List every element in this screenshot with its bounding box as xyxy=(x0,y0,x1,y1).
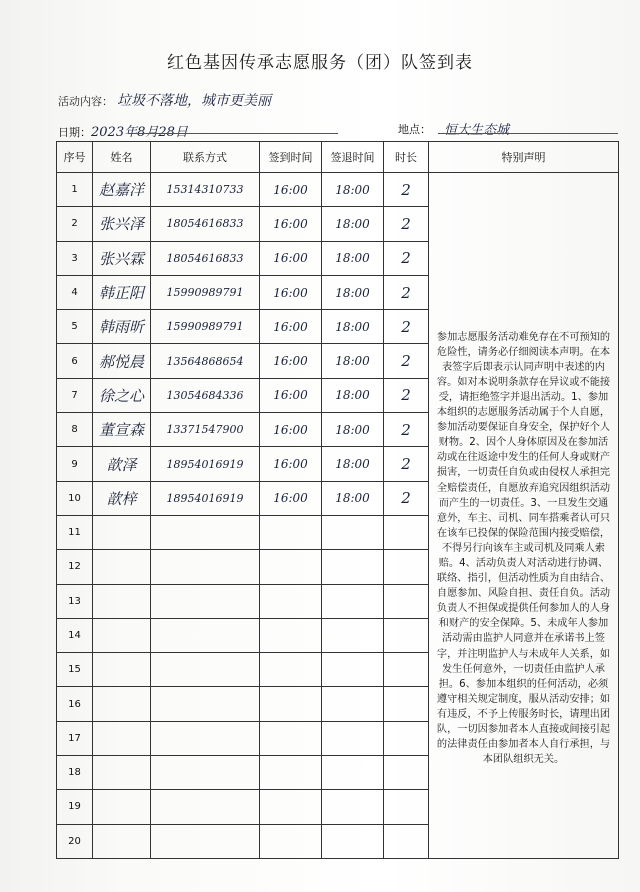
sign-in-time xyxy=(260,550,322,584)
sign-out-time: 18:00 xyxy=(322,378,384,412)
row-number: 2 xyxy=(57,207,93,241)
date-underline xyxy=(128,133,338,134)
row-number: 16 xyxy=(57,687,93,721)
signer-phone: 13054684336 xyxy=(151,378,260,412)
signer-phone xyxy=(151,756,260,790)
signer-phone: 15314310733 xyxy=(151,173,260,207)
row-number: 7 xyxy=(57,378,93,412)
place-value: 恒大生态城 xyxy=(444,123,510,138)
signer-phone xyxy=(151,687,260,721)
sign-out-time: 18:00 xyxy=(322,481,384,515)
date-value: 2023年8月28日 xyxy=(91,125,188,140)
signer-phone xyxy=(151,550,260,584)
row-number: 11 xyxy=(57,515,93,549)
sign-in-time xyxy=(260,687,322,721)
sign-in-time xyxy=(260,756,322,790)
row-number: 18 xyxy=(57,756,93,790)
duration-hours xyxy=(384,653,429,687)
sign-out-time xyxy=(322,550,384,584)
sign-out-time xyxy=(322,618,384,652)
sign-in-time xyxy=(260,721,322,755)
sign-out-time xyxy=(322,790,384,824)
row-number: 15 xyxy=(57,653,93,687)
row-number: 6 xyxy=(57,344,93,378)
row-number: 10 xyxy=(57,481,93,515)
signer-name: 徐之心 xyxy=(93,378,151,412)
duration-hours: 2 xyxy=(384,481,429,515)
header-contact: 联系方式 xyxy=(151,142,260,173)
duration-hours xyxy=(384,756,429,790)
signer-phone xyxy=(151,824,260,858)
header-duration: 时长 xyxy=(384,142,429,173)
signer-phone: 18054616833 xyxy=(151,207,260,241)
duration-hours: 2 xyxy=(384,378,429,412)
signer-name xyxy=(93,515,151,549)
sign-in-time xyxy=(260,515,322,549)
signer-phone: 18054616833 xyxy=(151,241,260,275)
sign-out-time: 18:00 xyxy=(322,344,384,378)
signer-name: 张兴泽 xyxy=(93,207,151,241)
special-declaration: 参加志愿服务活动难免存在不可预知的危险性，请务必仔细阅读本声明。在本表签字后即表示认同声明中表述的内容。如对本说明条款存在异议或不能接受，请拒绝签字并退出活动。1、参加本组织的志愿服务活动属于个人自愿，参加活动要保证自身安全，保护好个人财物。2、因个人身体原因及在参加活动或在往返途中发生的任何人身或财产损害，一切责任自负或由侵权人承担完全赔偿责任，自愿放弃追究因组织活动而产生的一切责任。3、一旦发生交通意外，车主、司机、同车搭乘者认可只在该车已投保的保险范围内接受赔偿，不得另行向该车主或司机及同乘人索赔。4、活动负责人对活动进行协调、联络、指引，但活动性质为自由结合、自愿参加、风险自担、责任自负。活动负责人不担保或提供任何参加人的人身和财产的安全保障。5、未成年人参加活动需由监护人同意并在承诺书上签字，并注明监护人与未成年人关系，如发生任何意外，一切责任由监护人承担。6、参加本组织的任何活动，必须遵守相关规定制度，服从活动安排；如有违反，不予上传服务时长，请理出团队，一切因参加者本人直接或间接引起的法律责任由参加者本人自行承担，与本团队组织无关。 xyxy=(429,173,619,859)
activity-line xyxy=(58,90,271,110)
header-declaration: 特别声明 xyxy=(429,142,619,173)
signer-phone xyxy=(151,790,260,824)
signer-phone: 18954016919 xyxy=(151,447,260,481)
row-number: 1 xyxy=(57,173,93,207)
row-number: 19 xyxy=(57,790,93,824)
signer-name xyxy=(93,687,151,721)
signer-phone: 13371547900 xyxy=(151,413,260,447)
sign-in-time xyxy=(260,824,322,858)
row-number: 13 xyxy=(57,584,93,618)
duration-hours: 2 xyxy=(384,310,429,344)
signer-phone xyxy=(151,584,260,618)
sign-in-time xyxy=(260,790,322,824)
signer-phone xyxy=(151,618,260,652)
duration-hours: 2 xyxy=(384,207,429,241)
row-number: 17 xyxy=(57,721,93,755)
sign-in-table xyxy=(56,141,619,859)
signer-phone: 13564868654 xyxy=(151,344,260,378)
sign-in-time xyxy=(260,618,322,652)
row-number: 20 xyxy=(57,824,93,858)
date-place-line xyxy=(58,121,618,140)
sign-out-time xyxy=(322,584,384,618)
signer-phone xyxy=(151,515,260,549)
duration-hours xyxy=(384,515,429,549)
duration-hours: 2 xyxy=(384,275,429,309)
signer-phone xyxy=(151,653,260,687)
signer-name xyxy=(93,824,151,858)
signer-name xyxy=(93,721,151,755)
sign-out-time: 18:00 xyxy=(322,207,384,241)
duration-hours xyxy=(384,550,429,584)
sign-in-time xyxy=(260,653,322,687)
duration-hours xyxy=(384,618,429,652)
header-sign-out: 签退时间 xyxy=(322,142,384,173)
duration-hours: 2 xyxy=(384,241,429,275)
sign-in-time: 16:00 xyxy=(260,275,322,309)
header-name: 姓名 xyxy=(93,142,151,173)
signer-name: 歆梓 xyxy=(93,481,151,515)
duration-hours: 2 xyxy=(384,413,429,447)
signer-name xyxy=(93,584,151,618)
table-header-row xyxy=(57,142,619,173)
sign-out-time xyxy=(322,653,384,687)
sign-out-time: 18:00 xyxy=(322,275,384,309)
sign-in-time: 16:00 xyxy=(260,310,322,344)
signer-phone: 15990989791 xyxy=(151,275,260,309)
sign-in-time: 16:00 xyxy=(260,447,322,481)
sign-in-time: 16:00 xyxy=(260,241,322,275)
sign-out-time: 18:00 xyxy=(322,310,384,344)
signer-name: 郝悦晨 xyxy=(93,344,151,378)
sign-out-time: 18:00 xyxy=(322,447,384,481)
sign-out-time: 18:00 xyxy=(322,241,384,275)
row-number: 5 xyxy=(57,310,93,344)
sign-out-time xyxy=(322,824,384,858)
sign-out-time: 18:00 xyxy=(322,413,384,447)
date-label: 日期： xyxy=(58,126,91,139)
header-sign-in: 签到时间 xyxy=(260,142,322,173)
signer-phone xyxy=(151,721,260,755)
sign-in-time: 16:00 xyxy=(260,481,322,515)
sign-out-time xyxy=(322,687,384,721)
signer-name xyxy=(93,790,151,824)
signer-name: 歆泽 xyxy=(93,447,151,481)
row-number: 4 xyxy=(57,275,93,309)
activity-value: 垃圾不落地，城市更美丽 xyxy=(117,93,271,109)
signer-name: 韩正阳 xyxy=(93,275,151,309)
signer-name xyxy=(93,618,151,652)
activity-label: 活动内容： xyxy=(58,95,113,108)
sign-out-time xyxy=(322,721,384,755)
signer-name xyxy=(93,653,151,687)
place-label: 地点： xyxy=(398,123,431,136)
duration-hours xyxy=(384,824,429,858)
signer-phone: 18954016919 xyxy=(151,481,260,515)
duration-hours xyxy=(384,687,429,721)
signer-name: 董宣森 xyxy=(93,413,151,447)
sign-in-time: 16:00 xyxy=(260,344,322,378)
signer-name: 张兴霖 xyxy=(93,241,151,275)
table-row xyxy=(57,173,619,207)
header-no: 序号 xyxy=(57,142,93,173)
duration-hours xyxy=(384,721,429,755)
sign-out-time: 18:00 xyxy=(322,173,384,207)
sign-in-time: 16:00 xyxy=(260,173,322,207)
duration-hours xyxy=(384,790,429,824)
duration-hours: 2 xyxy=(384,447,429,481)
signer-name xyxy=(93,550,151,584)
sign-in-time xyxy=(260,584,322,618)
row-number: 9 xyxy=(57,447,93,481)
sign-in-time: 16:00 xyxy=(260,413,322,447)
signer-phone: 15990989791 xyxy=(151,310,260,344)
signer-name xyxy=(93,756,151,790)
duration-hours: 2 xyxy=(384,173,429,207)
sign-out-time xyxy=(322,756,384,790)
row-number: 8 xyxy=(57,413,93,447)
sign-out-time xyxy=(322,515,384,549)
signer-name: 韩雨昕 xyxy=(93,310,151,344)
row-number: 12 xyxy=(57,550,93,584)
row-number: 3 xyxy=(57,241,93,275)
sign-in-time: 16:00 xyxy=(260,207,322,241)
duration-hours: 2 xyxy=(384,344,429,378)
row-number: 14 xyxy=(57,618,93,652)
duration-hours xyxy=(384,584,429,618)
page-title: 红色基因传承志愿服务（团）队签到表 xyxy=(167,53,473,73)
place-underline xyxy=(438,133,618,134)
signer-name: 赵嘉洋 xyxy=(93,173,151,207)
sign-in-time: 16:00 xyxy=(260,378,322,412)
